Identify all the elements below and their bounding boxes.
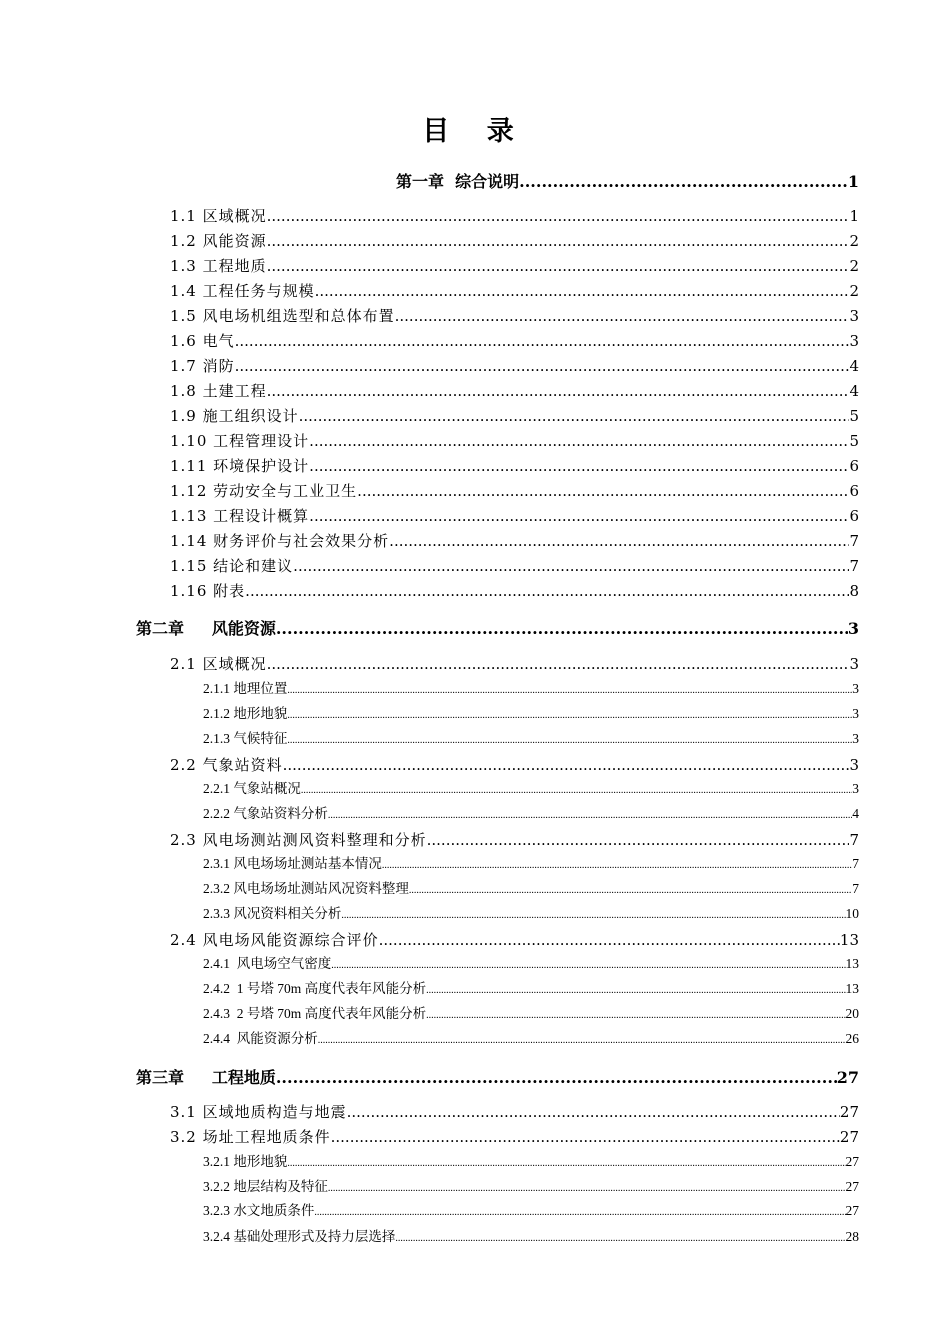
- toc-leader-dots: [287, 1154, 845, 1172]
- toc-leader-dots: [267, 380, 850, 402]
- toc-section[interactable]: [170, 929, 859, 951]
- toc-section[interactable]: [170, 355, 859, 377]
- toc-page-number: 27: [845, 1203, 859, 1218]
- toc-page-number: 4: [852, 806, 859, 821]
- toc-entry-label: 1.1 区域概况: [170, 207, 267, 225]
- toc-leader-dots: [389, 530, 849, 552]
- toc-leader-dots: [331, 956, 845, 974]
- toc-page-number: 1: [849, 207, 859, 225]
- toc-page-number: 13: [845, 956, 859, 971]
- toc-page-number: 27: [839, 1103, 859, 1121]
- toc-subsection[interactable]: [203, 954, 859, 974]
- toc-entry-label: 2.1 区域概况: [170, 655, 267, 673]
- toc-leader-dots: [309, 505, 849, 527]
- toc-page-number: 3: [852, 681, 859, 696]
- toc-leader-dots: [315, 280, 850, 302]
- toc-page-number: 5: [849, 407, 859, 425]
- toc-page-number: 7: [849, 831, 859, 849]
- toc-entry-label: 1.4 工程任务与规模: [170, 282, 315, 300]
- toc-leader-dots: [309, 430, 849, 452]
- toc-subsection[interactable]: [203, 679, 859, 699]
- toc-entry-label: 3.2.2 地层结构及特征: [203, 1179, 328, 1194]
- toc-entry-label: 1.9 施工组织设计: [170, 407, 299, 425]
- toc-entry-label: 2.2.2 气象站资料分析: [203, 806, 328, 821]
- toc-subsection[interactable]: [203, 1201, 859, 1221]
- toc-entry-label: 1.3 工程地质: [170, 257, 267, 275]
- toc-subsection[interactable]: [203, 704, 859, 724]
- toc-entry-label: 2.4.4 风能资源分析: [203, 1031, 318, 1046]
- toc-page-number: 4: [849, 357, 859, 375]
- toc-entry-label: 2.3.2 风电场场址测站风况资料整理: [203, 881, 409, 896]
- toc-section[interactable]: [170, 530, 859, 552]
- toc-section[interactable]: [170, 405, 859, 427]
- toc-chapter[interactable]: [136, 1066, 859, 1090]
- toc-page-number: 27: [845, 1154, 859, 1169]
- toc-subsection[interactable]: [203, 1152, 859, 1172]
- toc-entry-label: 2.4.1 风电场空气密度: [203, 956, 332, 971]
- page-title: 目 录: [422, 116, 528, 147]
- toc-entry-label: 1.10 工程管理设计: [170, 432, 310, 450]
- toc-page-number: 27: [845, 1179, 859, 1194]
- toc-leader-dots: [395, 305, 850, 327]
- toc-section[interactable]: [170, 754, 859, 776]
- toc-leader-dots: [328, 806, 852, 824]
- toc-section[interactable]: [170, 580, 859, 602]
- toc-entry-label: 1.14 财务评价与社会效果分析: [170, 532, 390, 550]
- toc-section[interactable]: [170, 230, 859, 252]
- toc-page-number: 7: [852, 856, 859, 871]
- toc-section[interactable]: [170, 305, 859, 327]
- toc-leader-dots: [395, 1229, 845, 1247]
- toc-page-number: 8: [849, 582, 859, 600]
- toc-page-number: 2: [849, 232, 859, 250]
- toc-entry-label: 1.2 风能资源: [170, 232, 267, 250]
- toc-section[interactable]: [170, 280, 859, 302]
- toc-entry-label: 1.12 劳动安全与工业卫生: [170, 482, 358, 500]
- toc-leader-dots: [283, 754, 850, 776]
- toc-subsection[interactable]: [203, 1227, 859, 1247]
- toc-entry-label: 3.2 场址工程地质条件: [170, 1128, 331, 1146]
- toc-leader-dots: [267, 653, 850, 675]
- toc-page-number: 3: [852, 781, 859, 796]
- toc-entry-label: 3.1 区域地质构造与地震: [170, 1103, 347, 1121]
- toc-section[interactable]: [170, 829, 859, 851]
- toc-leader-dots: [341, 906, 845, 924]
- toc-section[interactable]: [170, 430, 859, 452]
- toc-leader-dots: [287, 731, 852, 749]
- toc-page-number: 7: [849, 532, 859, 550]
- toc-leader-dots: [276, 617, 848, 641]
- toc-entry-label: 3.2.1 地形地貌: [203, 1154, 288, 1169]
- toc-leader-dots: [235, 330, 850, 352]
- toc-page-number: 5: [849, 432, 859, 450]
- toc-subsection[interactable]: [203, 879, 859, 899]
- toc-subsection[interactable]: [203, 904, 859, 924]
- toc-entry-label: 1.7 消防: [170, 357, 235, 375]
- toc-leader-dots: [427, 829, 850, 851]
- toc-chapter[interactable]: [136, 617, 859, 641]
- toc-subsection[interactable]: [203, 854, 859, 874]
- toc-page-number: 27: [839, 1128, 859, 1146]
- toc-leader-dots: [318, 1031, 846, 1049]
- toc-leader-dots: [299, 405, 850, 427]
- toc-page-number: 26: [845, 1031, 859, 1046]
- toc-subsection[interactable]: [203, 1004, 859, 1024]
- toc-leader-dots: [426, 981, 845, 999]
- toc-entry-label: 2.4 风电场风能资源综合评价: [170, 931, 379, 949]
- toc-page-number: 7: [852, 881, 859, 896]
- toc-entry-label: 1.11 环境保护设计: [170, 457, 310, 475]
- toc-entry-label: 1.13 工程设计概算: [170, 507, 310, 525]
- toc-leader-dots: [293, 555, 849, 577]
- toc-entry-label: 2.4.2 1 号塔 70m 高度代表年风能分析: [203, 981, 427, 996]
- toc-leader-dots: [276, 1066, 837, 1090]
- toc-leader-dots: [347, 1101, 840, 1123]
- toc-page-number: 20: [845, 1006, 859, 1021]
- toc-page-number: 6: [849, 482, 859, 500]
- toc-leader-dots: [519, 170, 848, 194]
- toc-section[interactable]: [170, 255, 859, 277]
- toc-leader-dots: [328, 1179, 846, 1197]
- toc-chapter[interactable]: [396, 170, 859, 194]
- toc-page-number: 2: [849, 282, 859, 300]
- toc-entry-label: 第二章 风能资源: [136, 619, 276, 638]
- toc-page-number: 3: [852, 706, 859, 721]
- toc-page-number: 6: [849, 507, 859, 525]
- toc-entry-label: 3.2.4 基础处理形式及持力层选择: [203, 1229, 396, 1244]
- toc-section[interactable]: [170, 480, 859, 502]
- toc-entry-label: 2.3 风电场测站测风资料整理和分析: [170, 831, 427, 849]
- toc-entry-label: 2.1.1 地理位置: [203, 681, 288, 696]
- toc-page-number: 3: [849, 756, 859, 774]
- toc-subsection[interactable]: [203, 779, 859, 799]
- toc-entry-label: 2.1.3 气候特征: [203, 731, 288, 746]
- toc-section[interactable]: [170, 455, 859, 477]
- toc-entry-label: 第一章 综合说明: [396, 172, 520, 191]
- toc-leader-dots: [379, 929, 840, 951]
- toc-page-number: 2: [849, 257, 859, 275]
- toc-section[interactable]: [170, 653, 859, 675]
- toc-leader-dots: [331, 1126, 840, 1148]
- toc-entry-label: 第三章 工程地质: [136, 1068, 276, 1087]
- toc-leader-dots: [301, 781, 852, 799]
- toc-subsection[interactable]: [203, 1029, 859, 1049]
- toc-section[interactable]: [170, 205, 859, 227]
- toc-subsection[interactable]: [203, 1177, 859, 1197]
- toc-entry-label: 2.3.1 风电场场址测站基本情况: [203, 856, 382, 871]
- toc-entry-label: 1.8 土建工程: [170, 382, 267, 400]
- toc-subsection[interactable]: [203, 804, 859, 824]
- toc-section[interactable]: [170, 505, 859, 527]
- toc-page-number: 13: [845, 981, 859, 996]
- toc-entry-label: 2.2.1 气象站概况: [203, 781, 301, 796]
- toc-entry-label: 2.3.3 风况资料相关分析: [203, 906, 342, 921]
- toc-leader-dots: [314, 1203, 845, 1221]
- toc-entry-label: 1.5 风电场机组选型和总体布置: [170, 307, 395, 325]
- toc-entry-label: 2.2 气象站资料: [170, 756, 283, 774]
- toc-section[interactable]: [170, 1101, 859, 1123]
- toc-page-number: 28: [845, 1229, 859, 1244]
- toc-entry-label: 1.6 电气: [170, 332, 235, 350]
- toc-leader-dots: [382, 856, 852, 874]
- toc-entry-label: 3.2.3 水文地质条件: [203, 1203, 315, 1218]
- toc-leader-dots: [267, 230, 850, 252]
- toc-page-number: 7: [849, 557, 859, 575]
- toc-entry-label: 1.16 附表: [170, 582, 246, 600]
- toc-page-number: 3: [849, 307, 859, 325]
- toc-page-number: 1: [847, 172, 859, 191]
- toc-subsection[interactable]: [203, 729, 859, 749]
- toc-leader-dots: [287, 706, 852, 724]
- toc-page-number: 4: [849, 382, 859, 400]
- toc-page-number: 3: [849, 655, 859, 673]
- toc-leader-dots: [235, 355, 850, 377]
- toc-page-number: 3: [849, 332, 859, 350]
- toc-section[interactable]: [170, 380, 859, 402]
- toc-page-number: 27: [836, 1068, 859, 1087]
- toc-entry-label: 2.4.3 2 号塔 70m 高度代表年风能分析: [203, 1006, 427, 1021]
- toc-leader-dots: [357, 480, 849, 502]
- toc-page-number: 10: [845, 906, 859, 921]
- toc-page-number: 3: [847, 619, 859, 638]
- toc-leader-dots: [287, 681, 852, 699]
- toc-subsection[interactable]: [203, 979, 859, 999]
- toc-leader-dots: [409, 881, 852, 899]
- toc-page-number: 13: [839, 931, 859, 949]
- toc-leader-dots: [267, 205, 850, 227]
- toc-entry-label: 1.15 结论和建议: [170, 557, 294, 575]
- toc-leader-dots: [426, 1006, 845, 1024]
- toc-leader-dots: [245, 580, 849, 602]
- toc-leader-dots: [267, 255, 850, 277]
- toc-page-number: 3: [852, 731, 859, 746]
- toc-section[interactable]: [170, 555, 859, 577]
- toc-section[interactable]: [170, 330, 859, 352]
- toc-entry-label: 2.1.2 地形地貌: [203, 706, 288, 721]
- toc-page-number: 6: [849, 457, 859, 475]
- toc-leader-dots: [309, 455, 849, 477]
- toc-section[interactable]: [170, 1126, 859, 1148]
